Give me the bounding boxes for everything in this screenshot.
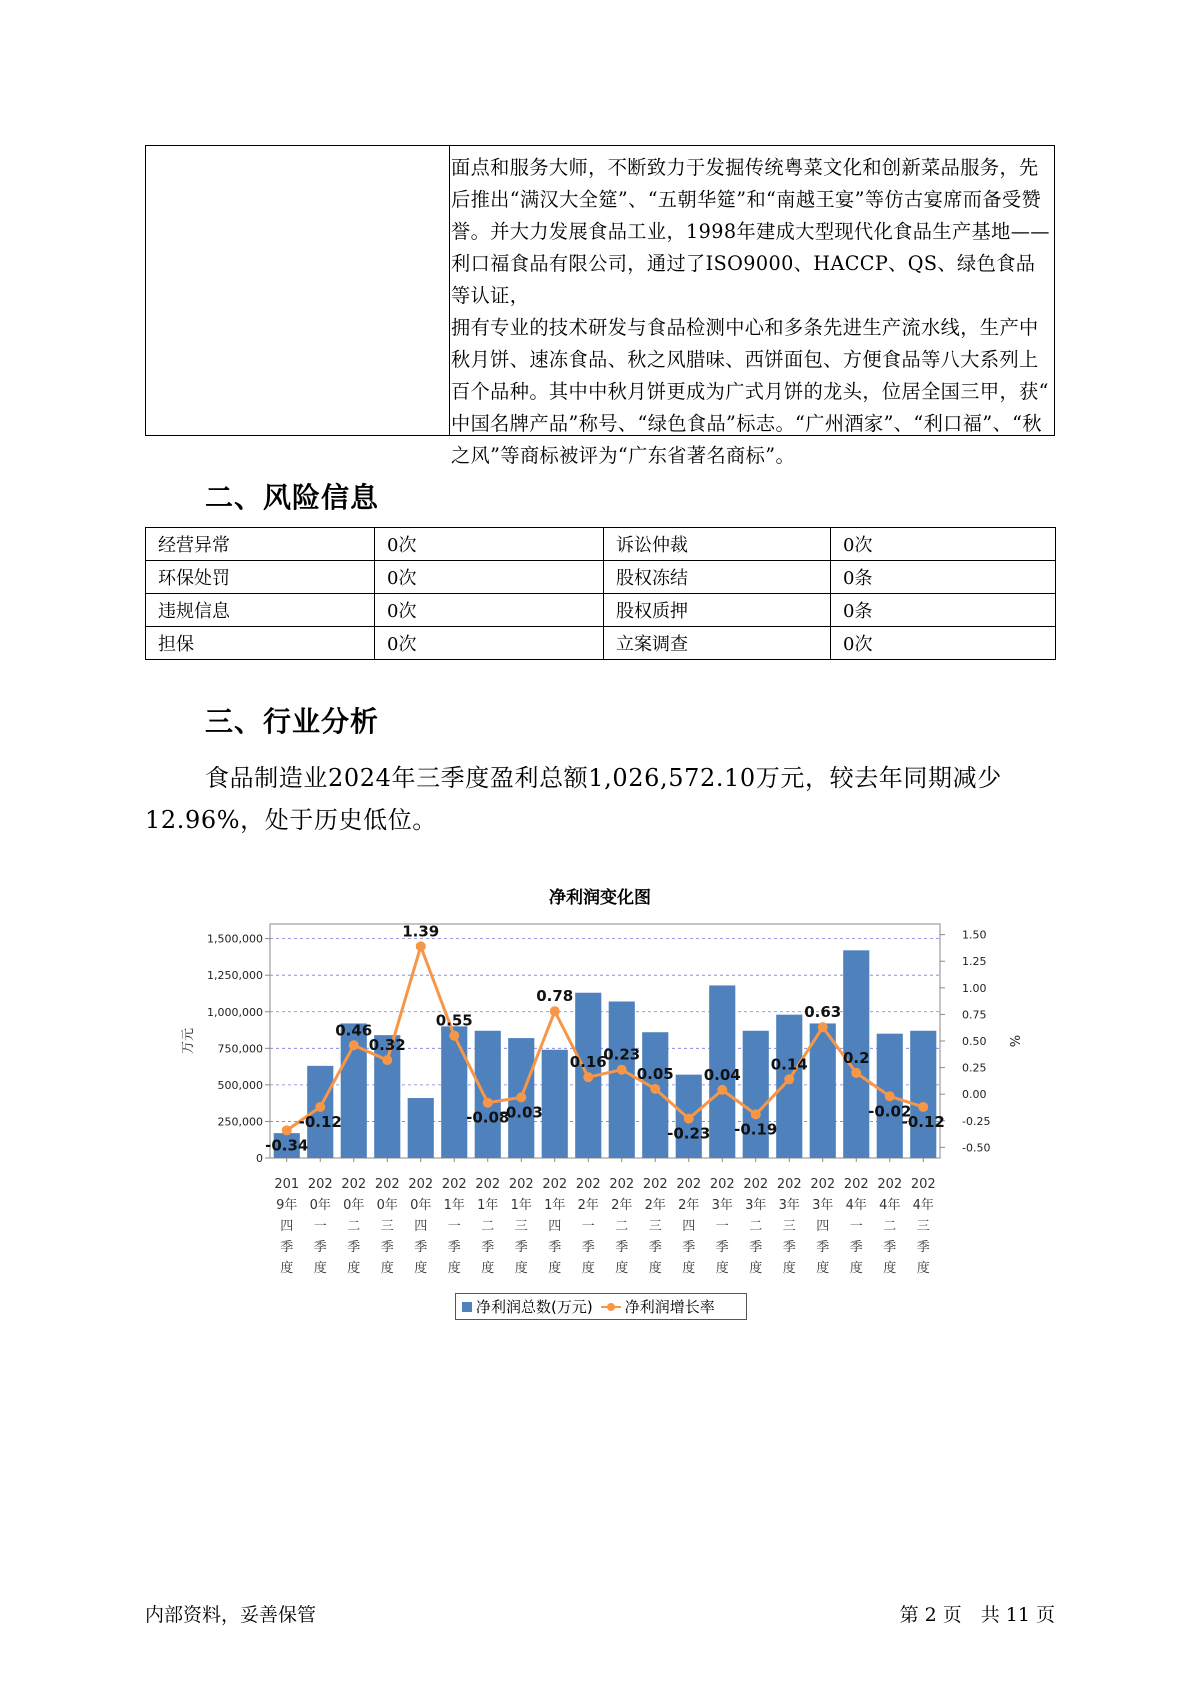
- x-tick-label: 季: [481, 1240, 495, 1255]
- legend-swatch-line: [601, 1302, 621, 1312]
- x-tick-label: 202: [374, 1177, 400, 1192]
- line-point: [918, 1102, 928, 1112]
- x-tick-label: 二: [481, 1219, 495, 1234]
- x-tick-label: 四: [280, 1219, 294, 1234]
- risk-value: 0次: [831, 528, 1056, 561]
- risk-label: 股权冻结: [604, 561, 831, 594]
- line-point: [483, 1098, 493, 1108]
- legend-item-bar: [462, 1296, 593, 1317]
- bar: [475, 1031, 501, 1158]
- x-tick-label: 一: [581, 1219, 595, 1234]
- line-point: [684, 1114, 694, 1124]
- intro-line: 中国名牌产品”称号、“绿色食品”标志。“广州酒家”、“利口福”、“秋: [451, 412, 1042, 435]
- x-tick-label: 季: [749, 1240, 763, 1255]
- y-tick-label-right: 1.25: [962, 955, 987, 969]
- risk-label: 经营异常: [146, 528, 375, 561]
- y-tick-label-left: 500,000: [217, 1078, 263, 1092]
- risk-value: 0次: [375, 561, 604, 594]
- data-label: 0.2: [842, 1048, 870, 1067]
- x-tick-label: 四: [682, 1219, 696, 1234]
- x-tick-label: 度: [514, 1261, 528, 1276]
- x-tick-label: 202: [609, 1177, 635, 1192]
- x-tick-label: 202: [542, 1177, 568, 1192]
- y-tick-label-left: 1,000,000: [207, 1005, 263, 1019]
- intro-line: 誉。并大力发展食品工业，1998年建成大型现代化食品生产基地——: [451, 220, 1050, 243]
- x-tick-label: 度: [447, 1261, 461, 1276]
- intro-line: 面点和服务大师，不断致力于发掘传统粤菜文化和创新菜品服务，先: [451, 156, 1039, 179]
- x-tick-label: 度: [816, 1261, 830, 1276]
- data-label: -0.02: [868, 1102, 912, 1121]
- x-tick-label: 一: [849, 1219, 863, 1234]
- intro-line: 之风”等商标被评为“广东省著名商标”。: [451, 444, 796, 467]
- y-tick-label-left: 250,000: [217, 1115, 263, 1129]
- x-tick-label: 2年: [611, 1198, 633, 1213]
- x-tick-label: 9年: [276, 1198, 298, 1213]
- x-tick-label: 季: [682, 1240, 696, 1255]
- line-point: [583, 1072, 593, 1082]
- line-point: [550, 1006, 560, 1016]
- data-label: 0.46: [335, 1021, 373, 1040]
- x-tick-label: 202: [408, 1177, 434, 1192]
- y-tick-label-left: 1,500,000: [207, 932, 263, 946]
- legend-label: 净利润增长率: [624, 1298, 715, 1316]
- x-tick-label: 202: [475, 1177, 501, 1192]
- x-tick-label: 202: [709, 1177, 735, 1192]
- x-tick-label: 4年: [879, 1198, 901, 1213]
- x-tick-label: 202: [910, 1177, 936, 1192]
- data-label: 0.16: [569, 1053, 607, 1072]
- line-point: [885, 1091, 895, 1101]
- data-label: 0.05: [636, 1064, 674, 1083]
- risk-value: 0次: [375, 594, 604, 627]
- x-tick-label: 1年: [477, 1198, 499, 1213]
- data-label: 0.04: [703, 1065, 741, 1084]
- x-tick-label: 3年: [711, 1198, 733, 1213]
- risk-value: 0条: [831, 561, 1056, 594]
- x-tick-label: 季: [380, 1240, 394, 1255]
- x-tick-label: 度: [849, 1261, 863, 1276]
- x-tick-label: 季: [414, 1240, 428, 1255]
- x-tick-label: 度: [715, 1261, 729, 1276]
- data-label: 0.63: [804, 1003, 842, 1022]
- x-tick-label: 0年: [309, 1198, 331, 1213]
- x-tick-label: 季: [648, 1240, 662, 1255]
- y-tick-label-right: 0.50: [962, 1035, 987, 1048]
- x-tick-label: 季: [883, 1240, 897, 1255]
- risk-label: 违规信息: [146, 594, 375, 627]
- risk-value: 0次: [831, 627, 1056, 660]
- x-tick-label: 2年: [644, 1198, 666, 1213]
- x-tick-label: 四: [548, 1219, 562, 1234]
- line-point: [818, 1022, 828, 1032]
- x-tick-label: 一: [447, 1219, 461, 1234]
- line-point: [382, 1055, 392, 1065]
- x-tick-label: 度: [481, 1261, 495, 1276]
- data-label: -0.23: [667, 1124, 711, 1143]
- x-tick-label: 0年: [376, 1198, 398, 1213]
- bar: [609, 1002, 635, 1158]
- risk-value: 0条: [831, 594, 1056, 627]
- x-tick-label: 季: [816, 1240, 830, 1255]
- x-tick-label: 0年: [343, 1198, 365, 1213]
- x-tick-label: 1年: [510, 1198, 532, 1213]
- x-tick-label: 202: [642, 1177, 668, 1192]
- x-tick-label: 202: [575, 1177, 601, 1192]
- line-point: [516, 1092, 526, 1102]
- x-tick-label: 度: [782, 1261, 796, 1276]
- x-tick-label: 202: [810, 1177, 836, 1192]
- x-tick-label: 2年: [577, 1198, 599, 1213]
- risk-value: 0次: [375, 528, 604, 561]
- page-number: 第 2 页 共 11 页: [899, 1604, 1055, 1626]
- x-tick-label: 3年: [745, 1198, 767, 1213]
- risk-label: 担保: [146, 627, 375, 660]
- x-tick-label: 202: [877, 1177, 903, 1192]
- industry-heading: 三、行业分析: [205, 705, 380, 738]
- x-tick-label: 度: [682, 1261, 696, 1276]
- x-tick-label: 度: [414, 1261, 428, 1276]
- x-tick-label: 202: [843, 1177, 869, 1192]
- y-tick-label-right: 1.50: [962, 928, 987, 942]
- data-label: -0.03: [499, 1103, 543, 1122]
- x-tick-label: 度: [648, 1261, 662, 1276]
- x-tick-label: 四: [816, 1219, 830, 1234]
- industry-paragraph: 食品制造业2024年三季度盈利总额1,026,572.10万元，较去年同期减少12.96%，处于历史低位。: [145, 764, 1002, 834]
- x-tick-label: 3年: [778, 1198, 800, 1213]
- x-tick-label: 二: [883, 1219, 897, 1234]
- x-tick-label: 度: [548, 1261, 562, 1276]
- legend-label: 净利润总数(万元): [476, 1298, 593, 1316]
- x-tick-label: 202: [776, 1177, 802, 1192]
- x-tick-label: 季: [916, 1240, 930, 1255]
- x-tick-label: 202: [676, 1177, 702, 1192]
- line-point: [315, 1102, 325, 1112]
- x-tick-label: 季: [280, 1240, 294, 1255]
- y-tick-label-right: -0.25: [962, 1114, 991, 1128]
- x-tick-label: 度: [581, 1261, 595, 1276]
- x-tick-label: 度: [313, 1261, 327, 1276]
- line-point: [650, 1084, 660, 1094]
- risk-label: 诉讼仲裁: [604, 528, 831, 561]
- x-tick-label: 三: [648, 1219, 662, 1234]
- line-point: [851, 1068, 861, 1078]
- line-point: [349, 1040, 359, 1050]
- bar: [408, 1098, 434, 1158]
- y-tick-label-right: -0.50: [962, 1141, 991, 1155]
- y-tick-label-right: 1.00: [962, 981, 987, 995]
- x-tick-label: 4年: [912, 1198, 934, 1213]
- y-tick-label-left: 1,250,000: [207, 969, 263, 983]
- chart-legend: [455, 1293, 747, 1320]
- x-tick-label: 二: [615, 1219, 629, 1234]
- x-tick-label: 度: [615, 1261, 629, 1276]
- x-tick-label: 季: [548, 1240, 562, 1255]
- data-label: -0.12: [901, 1112, 945, 1131]
- x-tick-label: 度: [749, 1261, 763, 1276]
- x-tick-label: 4年: [845, 1198, 867, 1213]
- x-tick-label: 202: [341, 1177, 367, 1192]
- y-tick-label-right: 0.25: [962, 1061, 987, 1075]
- x-tick-label: 四: [414, 1219, 428, 1234]
- x-tick-label: 0年: [410, 1198, 432, 1213]
- intro-line: 拥有专业的技术研发与食品检测中心和多条先进生产流水线，生产中: [451, 316, 1039, 339]
- bar: [910, 1031, 936, 1158]
- data-label: -0.19: [734, 1120, 778, 1139]
- x-tick-label: 202: [441, 1177, 467, 1192]
- data-label: 0.23: [603, 1045, 641, 1064]
- data-label: 0.14: [770, 1055, 808, 1074]
- data-label: 0.32: [368, 1036, 406, 1055]
- bar: [743, 1031, 769, 1158]
- line-point: [282, 1125, 292, 1135]
- x-tick-label: 三: [916, 1219, 930, 1234]
- x-tick-label: 2年: [678, 1198, 700, 1213]
- risk-value: 0次: [375, 627, 604, 660]
- x-tick-label: 季: [447, 1240, 461, 1255]
- x-tick-label: 度: [916, 1261, 930, 1276]
- y-tick-label-left: 0: [256, 1152, 263, 1165]
- data-label: -0.08: [466, 1108, 510, 1127]
- x-tick-label: 一: [715, 1219, 729, 1234]
- risk-label: 环保处罚: [146, 561, 375, 594]
- x-tick-label: 一: [313, 1219, 327, 1234]
- y-tick-label-right: 0.75: [962, 1008, 987, 1022]
- x-tick-label: 三: [380, 1219, 394, 1234]
- x-tick-label: 201: [274, 1177, 300, 1192]
- x-tick-label: 季: [313, 1240, 327, 1255]
- legend-item-line: [601, 1296, 715, 1317]
- intro-line: 百个品种。其中中秋月饼更成为广式月饼的龙头，位居全国三甲，获“: [451, 380, 1049, 403]
- intro-line: 秋月饼、速冻食品、秋之风腊味、西饼面包、方便食品等八大系列上: [451, 348, 1039, 371]
- x-tick-label: 202: [743, 1177, 769, 1192]
- x-tick-label: 季: [581, 1240, 595, 1255]
- line-point: [416, 941, 426, 951]
- x-tick-label: 季: [615, 1240, 629, 1255]
- x-tick-label: 1年: [544, 1198, 566, 1213]
- x-tick-label: 季: [715, 1240, 729, 1255]
- intro-line: 利口福食品有限公司，通过了ISO9000、HACCP、QS、绿色食品等认证，: [451, 252, 1036, 307]
- data-label: 0.55: [435, 1011, 473, 1030]
- legend-swatch-bar: [462, 1302, 472, 1312]
- x-tick-label: 202: [508, 1177, 534, 1192]
- x-tick-label: 三: [514, 1219, 528, 1234]
- x-tick-label: 季: [782, 1240, 796, 1255]
- line-point: [617, 1065, 627, 1075]
- y-axis-label-left: 万元: [181, 1027, 196, 1055]
- line-point: [751, 1109, 761, 1119]
- x-tick-label: 二: [749, 1219, 763, 1234]
- x-tick-label: 度: [380, 1261, 394, 1276]
- risk-label: 立案调查: [604, 627, 831, 660]
- bar: [542, 1050, 568, 1158]
- y-tick-label-right: 0.00: [962, 1088, 987, 1102]
- line-point: [449, 1031, 459, 1041]
- x-tick-label: 度: [280, 1261, 294, 1276]
- x-tick-label: 季: [514, 1240, 528, 1255]
- bar: [776, 1015, 802, 1158]
- data-label: 1.39: [402, 922, 440, 941]
- x-tick-label: 度: [347, 1261, 361, 1276]
- chart-title: 净利润变化图: [549, 888, 651, 908]
- risk-label: 股权质押: [604, 594, 831, 627]
- data-label: -0.34: [265, 1136, 309, 1155]
- y-tick-label-left: 750,000: [217, 1042, 263, 1056]
- intro-line: 后推出“满汉大全筵”、“五朝华筵”和“南越王宴”等仿古宴席而备受赞: [451, 188, 1042, 211]
- line-point: [784, 1074, 794, 1084]
- x-tick-label: 3年: [812, 1198, 834, 1213]
- x-tick-label: 季: [347, 1240, 361, 1255]
- x-tick-label: 季: [849, 1240, 863, 1255]
- x-tick-label: 三: [782, 1219, 796, 1234]
- line-point: [717, 1085, 727, 1095]
- x-tick-label: 二: [347, 1219, 361, 1234]
- x-tick-label: 202: [307, 1177, 333, 1192]
- data-label: 0.78: [536, 987, 574, 1006]
- risk-heading: 二、风险信息: [205, 481, 380, 514]
- y-axis-label-right: %: [1006, 1034, 1021, 1048]
- data-label: -0.12: [298, 1112, 342, 1131]
- footer-note: 内部资料，妥善保管: [145, 1604, 317, 1626]
- bar: [441, 1026, 467, 1158]
- x-tick-label: 度: [883, 1261, 897, 1276]
- x-tick-label: 1年: [443, 1198, 465, 1213]
